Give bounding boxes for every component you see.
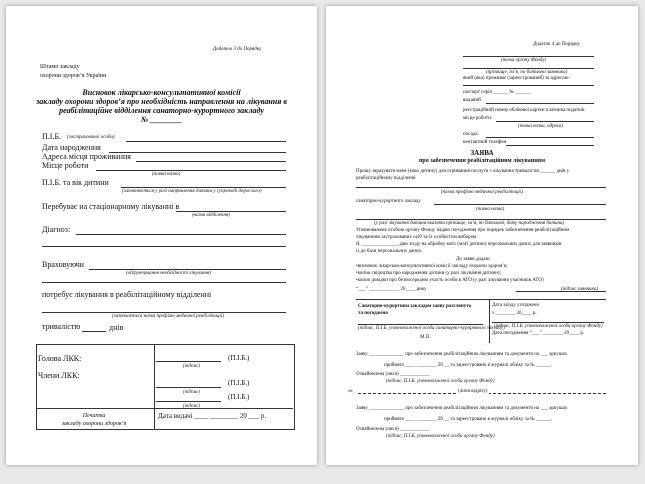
applicant-note: (прізвище, ім’я, по батькові заявника) [486, 70, 568, 75]
left-page [6, 6, 317, 465]
sanatorium-note: (повна назва) [476, 207, 505, 212]
child-rule [356, 219, 606, 220]
stamp-line-1: Штамп закладу [40, 64, 80, 70]
dob-label: Дата народження [42, 143, 101, 152]
sanatorium-sign-note: (підпис, П.І.Б. уповноваженої особи санаторно-курортного закладу) [358, 326, 505, 331]
duration-label: тривалістю [42, 322, 81, 331]
applicant-line [463, 68, 594, 69]
dob-line [109, 152, 286, 153]
p3-line-2: із до бази персональних даних. [356, 249, 423, 254]
member1-pib: (П.І.Б.) [228, 379, 250, 387]
fund-sign-note: (підпис, П.І.Б. уповноваженої особи органу Фонду) [494, 324, 603, 329]
child-label: П.І.Б. та вік дитини [42, 178, 109, 187]
members-label: Члени ЛКК: [38, 371, 80, 380]
applicant-sign-note: (підпис заявника) [561, 287, 598, 292]
receipt2-familiar: Ознайомлена (лися) ____________ [356, 427, 430, 432]
sanatorium-approval-2: та погоджено [358, 311, 388, 316]
application-subtitle: про забезпечення реабілітаційним лікуванням [418, 158, 546, 164]
doc-number: № ________ [140, 115, 183, 124]
attachments-label: До заяви додаю: [456, 257, 491, 262]
attachment-3: •копію довідки про безпосередню участь особи в АТО (у разі лікування учасників АТО) [356, 278, 544, 283]
p2-line-1: Уповноважене особою органу Фонду надаю погодження про порядок забезпечення реабілітаційним [356, 228, 570, 233]
issue-date: Дата видачі ____ ________ 20 ___ р. [158, 412, 267, 420]
receipt2-note: (підпис, П.І.Б. уповноваженої особи органу Фонду) [386, 434, 495, 439]
diagnosis-line-2 [42, 246, 286, 247]
annex-label: Додаток 3 до Порядку [213, 47, 262, 52]
doc-title-2: закладу охорони здоров’я про необхідність направлення на лікування в [36, 97, 287, 106]
work-label: Місце роботи [42, 161, 89, 170]
seal-line-2: закладу охорони здоров’я [61, 421, 127, 427]
needs-line [42, 312, 286, 313]
diagnosis-line-1 [76, 234, 286, 235]
duration-line [82, 331, 106, 332]
child-note: (заповнюється у разі направлення дитини у супроводі дорослого) [122, 189, 262, 194]
pib-label: П.І.Б. [42, 132, 62, 141]
diagnosis-label: Діагноз: [42, 225, 71, 234]
residence-label: який (яка) проживає (зареєстрований) за адресою: [463, 76, 570, 81]
child-note-right: (у разі лікування дитини вказати прізвище, ім’я, по батькові, дату народження дитини) [374, 221, 565, 226]
sanatorium-sign-line [358, 324, 483, 325]
receipt2-line-2: прийнято ____ ________ 20 __ та зареєстровано в журналі обліку за № ______. [384, 417, 553, 422]
pib-note: (застрахованої особи) [67, 135, 115, 140]
phone-label: контактний телефон [463, 140, 507, 145]
workplace-line [496, 121, 594, 122]
needs-label: потребує лікування в реабілітаційному відділенні [42, 290, 212, 299]
stay-label: Перебуває на стаціонарному лікуванні в [42, 202, 180, 211]
days-label: днів [109, 323, 124, 332]
fund-line [463, 56, 594, 57]
p1-line-2: реабілітаційному відділенні [356, 176, 416, 181]
stay-line [176, 211, 286, 212]
annex-label-right: Додаток 4 до Порядку [533, 42, 581, 47]
work-note: (повна назва) [152, 172, 181, 177]
approval-divider [489, 299, 490, 343]
application-title: ЗАЯВА [470, 149, 494, 157]
sanatorium-line [434, 204, 606, 205]
phone-line [506, 145, 594, 146]
member2-sign-note: (підпис) [183, 404, 200, 409]
commission-divider [154, 344, 155, 430]
work-line [96, 170, 286, 171]
head-label: Голова ЛКК: [38, 354, 82, 363]
considering-line [89, 269, 286, 270]
passport-label: паспорт серія ______ № ______ [463, 90, 531, 95]
address-label: Адреса місця проживання [42, 152, 131, 161]
issued-by-line [486, 103, 594, 104]
agreement-date: Дата погодження “___” ________ 20____ р. [492, 331, 585, 336]
head-pib: (П.І.Б.) [228, 354, 250, 362]
p1-rule [356, 187, 606, 188]
receipt2-line-1: Заяву ______________ про забезпечення реабілітаційним лікуванням та документи на ___ аркушах [356, 406, 568, 411]
p1-note: (назва профілю медичної реабілітації) [441, 190, 523, 195]
right-page [326, 6, 638, 465]
residence-line [463, 85, 594, 86]
approval-top-rule [356, 299, 606, 300]
head-sign-line [156, 361, 221, 362]
rnokpp-label: реєстраційний номер облікової картки платника податків [463, 108, 585, 113]
cut-label: (лінія відрізу) [458, 389, 488, 394]
member1-sign-line [156, 387, 221, 388]
attachment-2: •копію свідоцтва про народження дитини (у разі лікування дитини); [356, 271, 501, 276]
p2-line-2: лікуванням застрахованих осіб та їх особистим вибором. [356, 235, 478, 240]
address-line [136, 161, 286, 162]
member2-sign-line [156, 401, 221, 402]
considering-label: Враховуючи [42, 260, 85, 269]
issued-by-label: виданий [463, 98, 481, 103]
receipt1-line-1: Заяву ______________ про забезпечення реабілітаційним лікуванням та документи на ___ аркушах [356, 352, 568, 357]
arrival-date-label: Дата заїзду узгоджено [492, 303, 540, 308]
workplace-label: місце роботи: [463, 116, 493, 121]
considering-note: (обґрунтування необхідності лікування) [126, 271, 211, 276]
scissors-icon: ✂ [348, 389, 354, 395]
sanatorium-approval-1: Санаторно-курортним закладом заяву розглянуто [358, 304, 472, 309]
attachment-1: •висновок лікарсько-консультативної комісії закладу охорони здоров’я; [356, 264, 508, 269]
needs-note: (зазначається назва профілю медичної реабілітації) [112, 314, 224, 319]
sanatorium-label: санаторно-курортного закладу [356, 199, 421, 204]
stamp-line-2: охорони здоров’я України [40, 73, 107, 79]
considering-line-2 [42, 282, 286, 283]
arrival-date-value: з ________ 20____ р. [492, 311, 537, 316]
application-date: “___” ____________ 20____ року [356, 287, 427, 292]
receipt1-familiar: Ознайомлена (лися) ____________ [356, 372, 430, 377]
p1-line-1: Прошу зарахувати мене (мою дитину) для отримання послуги з лікування тривалістю ______ днів у [356, 169, 570, 174]
workplace-note: (повна назва, адреса) [518, 124, 564, 129]
stay-note: (назва відділення) [192, 213, 230, 218]
seal-line-1: Печатка [82, 413, 106, 419]
receipt1-line-2: прийнято ____ ________ 20 __ та зареєстровано в журналі обліку за № ______. [384, 363, 553, 368]
fund-sign-line [492, 322, 604, 323]
posada-label: посада [463, 132, 478, 137]
member1-sign-note: (підпис) [183, 390, 200, 395]
pib-line [126, 141, 286, 142]
p3-line-1: Я, ______________, даю згоду на обробку моїх (моєї дитини) персональних даних для заявників [356, 242, 562, 247]
commission-bottom-row [36, 408, 293, 409]
child-line [121, 187, 286, 188]
posada-line [486, 137, 594, 138]
head-sign-note: (підпис) [183, 364, 200, 369]
seal-mp: М.П. [420, 335, 431, 340]
fund-note: (назва органу Фонду) [501, 58, 547, 63]
member2-pib: (П.І.Б.) [228, 393, 250, 401]
doc-title-1: Висновок лікарсько-консультативної комісії [82, 88, 241, 97]
receipt1-note: (підпис, П.І.Б. уповноваженої особи органу Фонду) [386, 379, 495, 384]
doc-title-3: реабілітаційне відділення санаторно-курортного закладу [59, 106, 264, 115]
